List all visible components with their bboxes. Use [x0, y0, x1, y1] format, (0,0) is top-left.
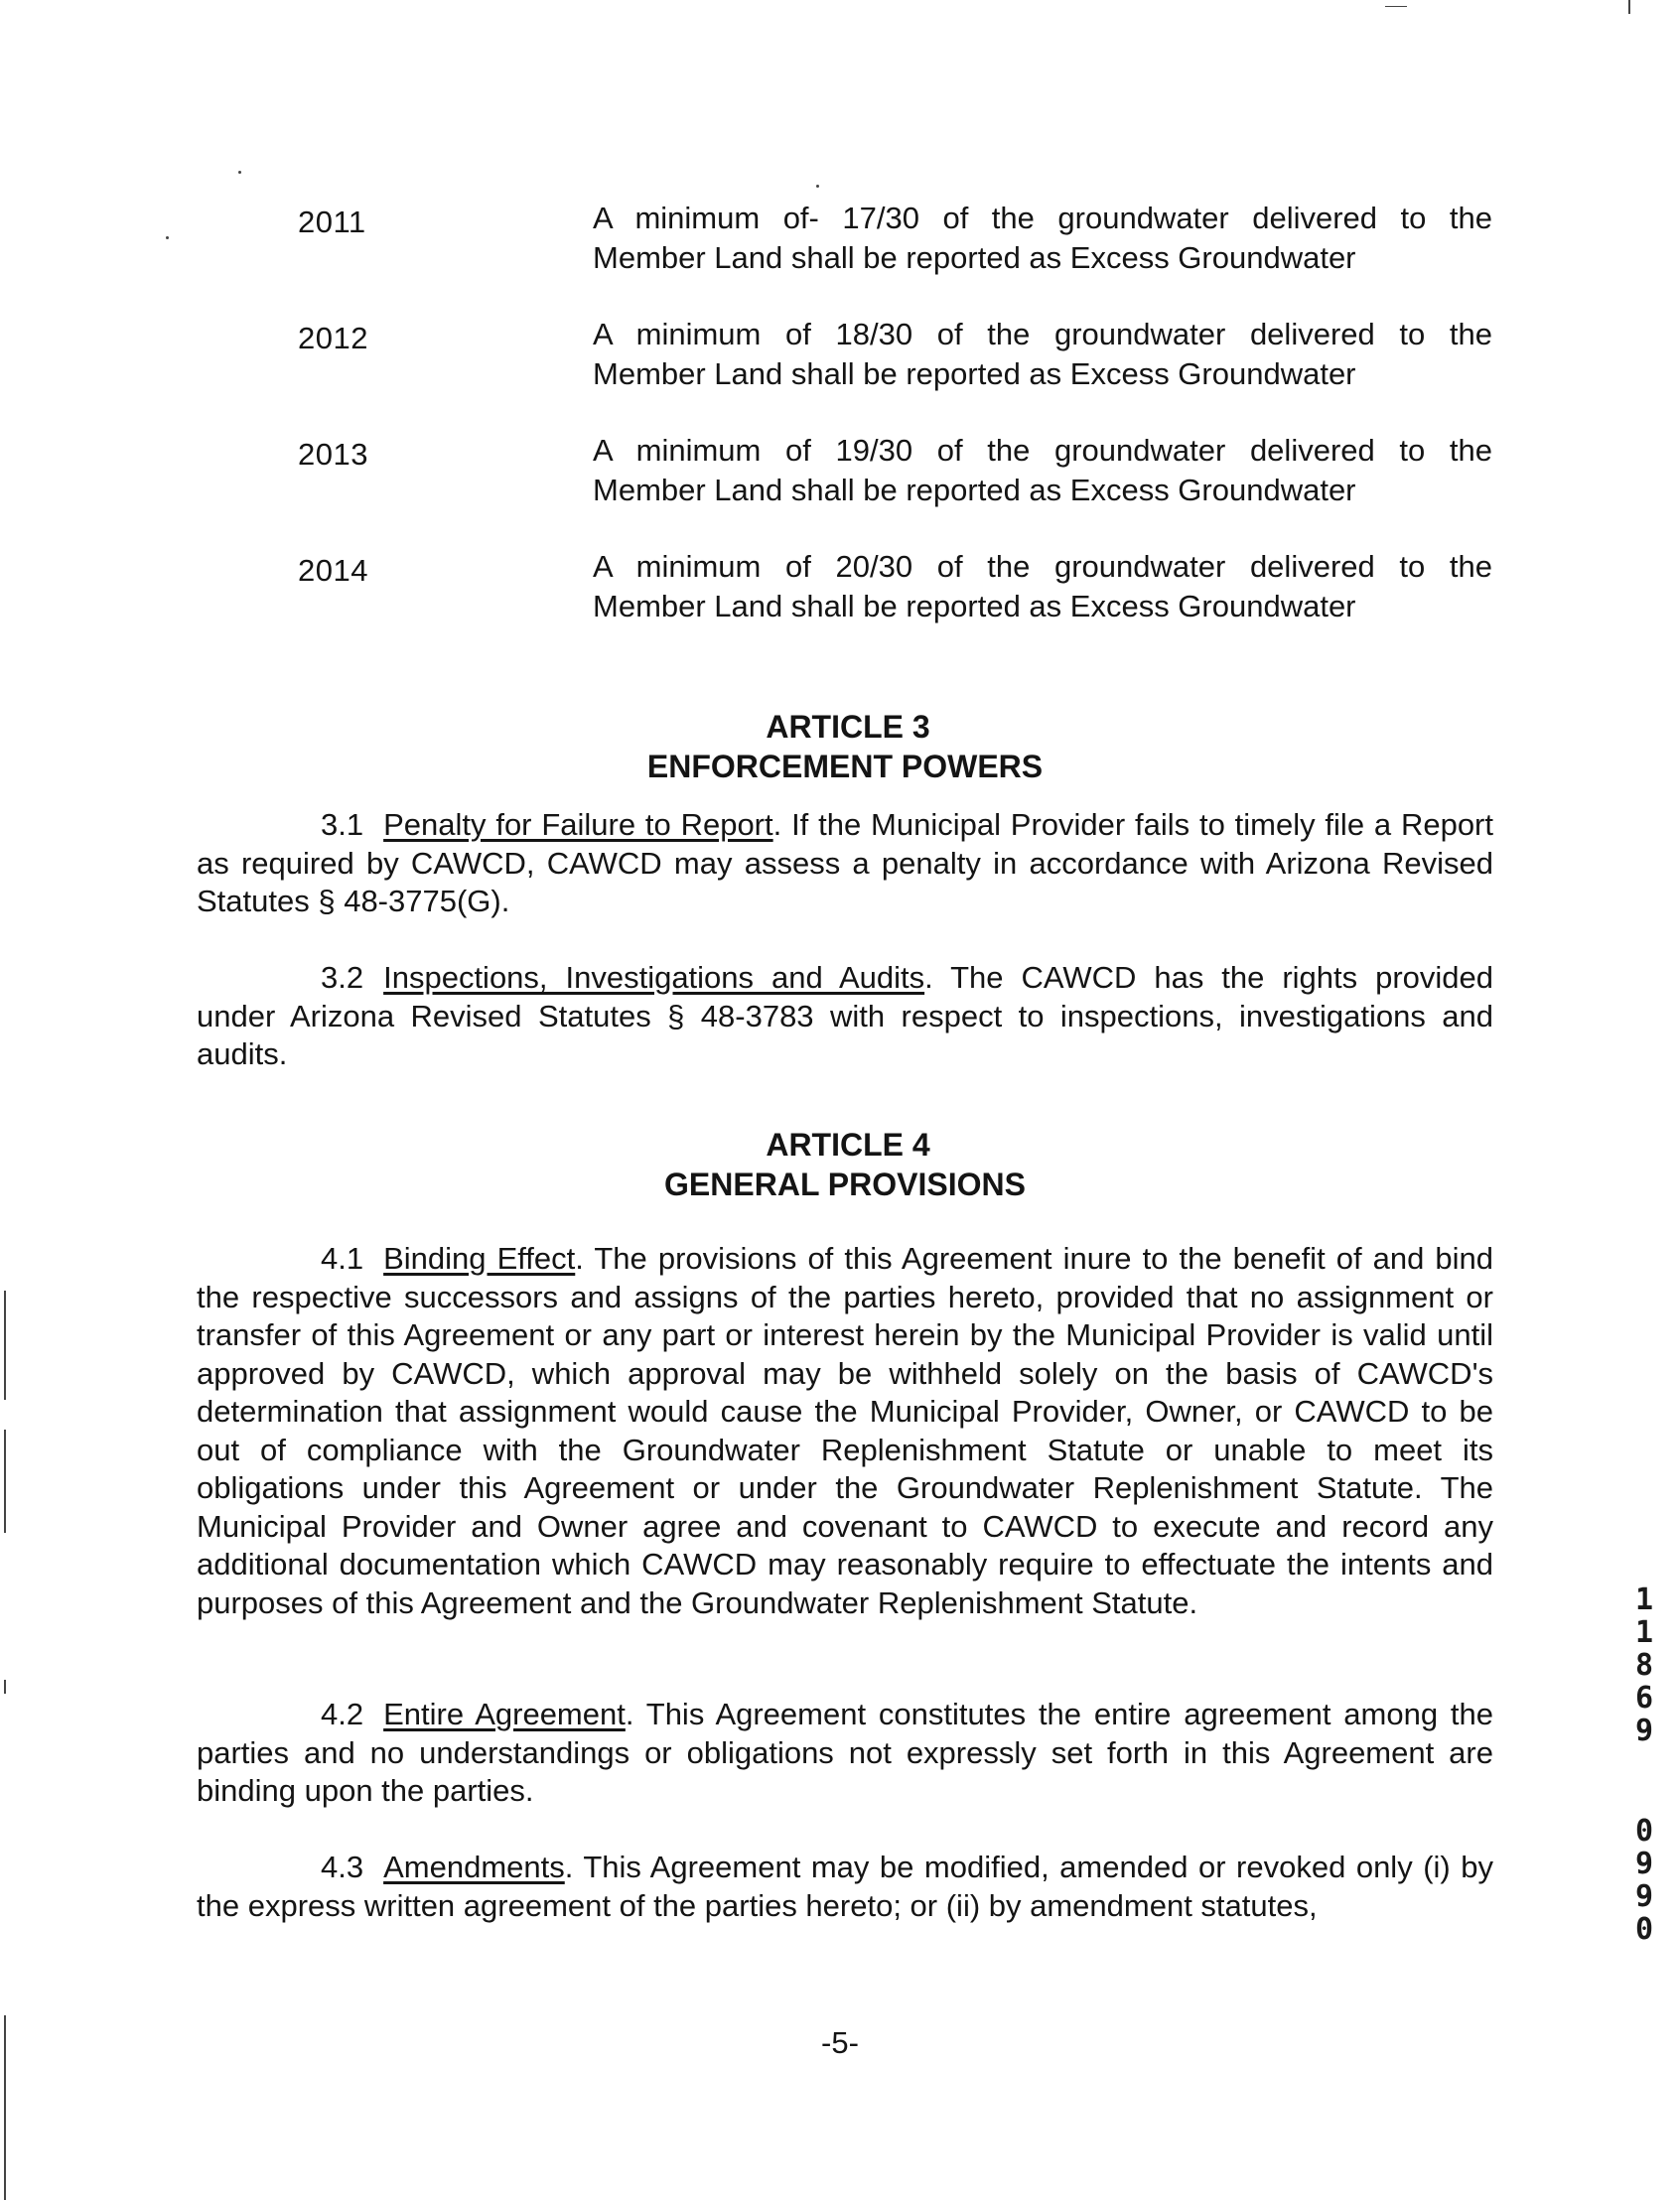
schedule-year: 2013: [298, 437, 368, 472]
schedule-year: 2012: [298, 321, 368, 355]
section-number: 4.2: [321, 1697, 364, 1731]
section-3-1: [197, 806, 1493, 921]
section-number: 4.1: [321, 1241, 364, 1276]
section-body: This Agreement constitutes the entire agreement among the parties and no understandings or obligations not expressly set forth in this Agreement are binding upon the parties.: [197, 1697, 1493, 1808]
scan-artifact: [1628, 0, 1630, 14]
section-title: Penalty for Failure to Report: [383, 807, 773, 842]
section-3-2: [197, 959, 1493, 1074]
section-body-lead: .: [625, 1697, 634, 1731]
section-4-3: [197, 1849, 1493, 1925]
stamp-digit: 9: [1634, 1879, 1654, 1914]
stamp-digit: 9: [1634, 1714, 1654, 1748]
excess-groundwater-schedule: [298, 199, 1492, 663]
schedule-text-line: Member Land shall be reported as Excess Groundwater: [593, 589, 1356, 623]
schedule-text: [593, 315, 1492, 394]
scan-artifact: [166, 236, 169, 239]
article-4-heading: [0, 1125, 1680, 1204]
section-body-lead: .: [772, 807, 782, 842]
section-body: The CAWCD has the rights provided under Arizona Revised Statutes § 48-3783 with respect to inspections, investigations and audits.: [197, 960, 1493, 1071]
schedule-row: [298, 315, 1492, 431]
section-title: Binding Effect: [383, 1241, 576, 1276]
schedule-row: [298, 431, 1492, 547]
section-title: Amendments: [383, 1850, 565, 1884]
stamp-digit: 6: [1634, 1681, 1654, 1716]
section-4-2: [197, 1696, 1493, 1811]
section-number: 3.2: [321, 960, 364, 995]
article-3-title: ARTICLE 3: [766, 709, 930, 745]
scan-artifact: [4, 1430, 6, 1481]
schedule-text: [593, 547, 1492, 626]
scan-artifact: [4, 1481, 6, 1533]
stamp-digit: 1: [1634, 1615, 1654, 1650]
section-number: 3.1: [321, 807, 364, 842]
schedule-year: 2011: [298, 205, 366, 239]
page-number: -5-: [821, 2025, 859, 2060]
article-3-heading: [0, 707, 1680, 786]
schedule-text: [593, 431, 1492, 510]
scan-artifact: [238, 171, 241, 174]
stamp-digit: 0: [1634, 1814, 1654, 1849]
section-body: This Agreement may be modified, amended or revoked only (i) by the express written agreement of the parties hereto; or (ii) by amendment statutes,: [197, 1850, 1493, 1923]
scan-artifact: [1385, 6, 1407, 7]
stamp-digit: 8: [1634, 1648, 1654, 1683]
stamp-digit: 9: [1634, 1847, 1654, 1881]
schedule-text-line: A minimum of 18/30 of the groundwater delivered to the: [593, 317, 1492, 351]
article-3-subtitle: ENFORCEMENT POWERS: [646, 749, 1044, 784]
section-title: Entire Agreement: [383, 1697, 626, 1731]
schedule-text-line: Member Land shall be reported as Excess Groundwater: [593, 473, 1356, 507]
scan-artifact: [4, 2015, 6, 2200]
schedule-year: 2014: [298, 553, 368, 588]
section-body-lead: .: [575, 1241, 584, 1276]
article-4-subtitle: GENERAL PROVISIONS: [664, 1167, 1026, 1202]
section-4-1: [197, 1240, 1493, 1622]
scan-artifact: [816, 185, 819, 188]
article-4-title: ARTICLE 4: [766, 1127, 930, 1163]
scan-artifact: [4, 1291, 6, 1400]
schedule-text-line: A minimum of 19/30 of the groundwater delivered to the: [593, 433, 1492, 468]
stamp-digit: 0: [1634, 1912, 1654, 1947]
schedule-row: [298, 547, 1492, 663]
section-body-lead: .: [564, 1850, 574, 1884]
section-number: 4.3: [321, 1850, 364, 1884]
schedule-text-line: A minimum of 20/30 of the groundwater delivered to the: [593, 549, 1492, 584]
scan-artifact: [4, 1680, 6, 1694]
schedule-text-line: Member Land shall be reported as Excess Groundwater: [593, 356, 1356, 391]
schedule-text-line: A minimum of- 17/30 of the groundwater delivered to the: [593, 201, 1492, 235]
section-body: The provisions of this Agreement inure to the benefit of and bind the respective successors and assigns of the parties hereto, provided that no assignment or transfer of this Agreement or any part or interest herein by the Municipal Provider is valid until approved by CAWCD, which approval may be withheld solely on the basis of CAWCD's determination that assignment would cause the Municipal Provider, Owner, or CAWCD to be out of compliance with the Groundwater Replenishment Statute or unable to meet its obligations under this Agreement or under the Groundwater Replenishment Statute. The Municipal Provider and Owner agree and covenant to CAWCD to execute and record any additional documentation which CAWCD may reasonably require to effectuate the intents and purposes of this Agreement and the Groundwater Replenishment Statute.: [197, 1241, 1493, 1620]
stamp-gap: [1624, 1747, 1664, 1815]
section-body: If the Municipal Provider fails to timely file a Report as required by CAWCD, CAWCD may assess a penalty in accordance with Arizona Revised Statutes § 48-3775(G).: [197, 807, 1493, 918]
stamp-digit: 1: [1634, 1582, 1654, 1617]
recording-number-stamp: [1624, 1583, 1664, 1946]
section-title: Inspections, Investigations and Audits: [383, 960, 925, 995]
schedule-text: [593, 199, 1492, 278]
section-body-lead: .: [924, 960, 933, 995]
schedule-row: [298, 199, 1492, 315]
schedule-text-line: Member Land shall be reported as Excess Groundwater: [593, 240, 1356, 275]
